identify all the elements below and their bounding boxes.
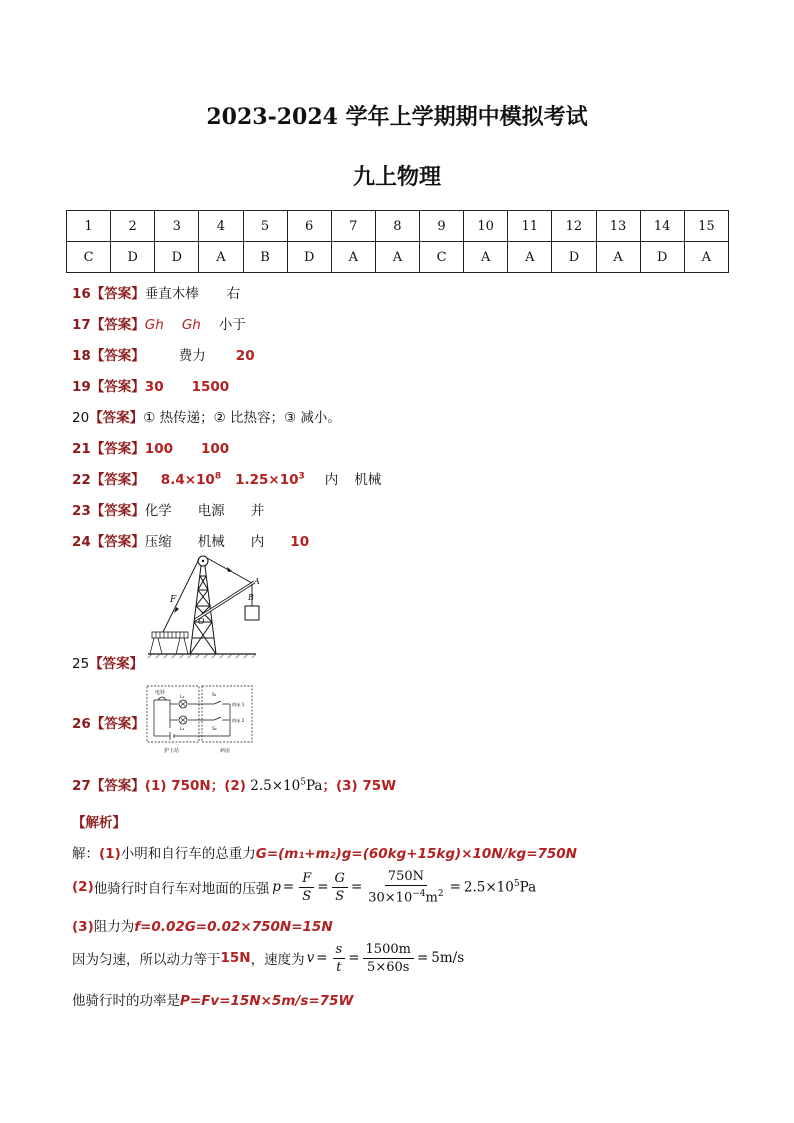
question-number-cell: 2 bbox=[111, 211, 155, 242]
question-number-cell: 9 bbox=[420, 211, 464, 242]
answer-line-18 bbox=[72, 344, 255, 364]
answer-tag: 【答案】 bbox=[90, 472, 145, 488]
crane-lever-diagram bbox=[146, 552, 258, 658]
ward-label: 病房 bbox=[220, 748, 231, 754]
choice-answer-table bbox=[66, 210, 729, 273]
question-number: 19 bbox=[72, 379, 91, 395]
answer-value: 费力 bbox=[178, 348, 206, 364]
force-label-f: F bbox=[170, 595, 177, 605]
answer-value: 并 bbox=[250, 503, 265, 519]
answer-tag: 【答案】 bbox=[90, 348, 145, 364]
question-number-cell: 1 bbox=[67, 211, 111, 242]
answer-value: 10 bbox=[290, 534, 310, 550]
question-number-cell: 14 bbox=[640, 211, 684, 242]
answer-value: 100 bbox=[200, 441, 230, 457]
bed-label-2: 病床 2 bbox=[232, 718, 245, 723]
answer-tag: 【答案】 bbox=[90, 441, 145, 457]
question-number: 27 bbox=[72, 778, 91, 794]
question-number-cell: 3 bbox=[155, 211, 199, 242]
page-subtitle: 九上物理 bbox=[352, 164, 441, 190]
answer-tag: 【答案】 bbox=[90, 534, 145, 550]
question-number-cell: 5 bbox=[243, 211, 287, 242]
question-number-cell: 10 bbox=[464, 211, 508, 242]
answer-tag: 【答案】 bbox=[89, 410, 144, 426]
answer-line-27 bbox=[72, 774, 396, 794]
analysis-line-2: (2) 他骑行时自行车对地面的压强 p = $\frac{F}{S}$ = $\frac{G}{S}$ = $\frac{750N}{30\times 10^{-4}m^2}$ = $2.5\times 10^5Pa$ bbox=[72, 868, 537, 906]
question-number-cell: 13 bbox=[596, 211, 640, 242]
bed-label-1: 病床 1 bbox=[232, 702, 245, 707]
lamp-label-l2: L₂ bbox=[180, 727, 185, 732]
question-number-cell: 8 bbox=[375, 211, 419, 242]
lamp-label-l1: L₁ bbox=[180, 695, 185, 700]
answer-tag: 【答案】 bbox=[90, 379, 145, 395]
question-number: 26 bbox=[72, 716, 91, 732]
answer-line-26 bbox=[72, 712, 145, 732]
analysis-line-1: 解：(1)小明和自行车的总重力G=(m₁+m₂)g=(60kg+15kg)×10N/kg=750N bbox=[72, 846, 577, 862]
point-label-b: B bbox=[248, 593, 254, 602]
answer-value: $8.4\times 10^8$ bbox=[160, 471, 222, 488]
answer-tag: 【答案】 bbox=[90, 716, 145, 732]
answer-value: 压缩 bbox=[144, 534, 172, 550]
fraction: $\frac{F}{S}$ bbox=[299, 871, 314, 904]
answer-tag: 【答案】 bbox=[90, 286, 145, 302]
formula: G=(m₁+m₂)g=(60kg+15kg)×10N/kg=750N bbox=[255, 846, 577, 862]
answer-cell: D bbox=[111, 242, 155, 273]
answer-line-20 bbox=[72, 406, 341, 426]
analysis-heading: 【解析】 bbox=[72, 815, 126, 831]
answer-line-23 bbox=[72, 499, 264, 519]
answer-value: Gh bbox=[181, 317, 201, 333]
question-number-cell: 11 bbox=[508, 211, 552, 242]
answer-value: 垂直木棒 bbox=[144, 286, 199, 302]
nurse-call-circuit-diagram bbox=[146, 684, 254, 756]
answer-cell: D bbox=[640, 242, 684, 273]
result: 5m/s bbox=[431, 950, 465, 966]
question-number: 25 bbox=[72, 656, 90, 672]
question-number: 18 bbox=[72, 348, 91, 364]
question-number: 20 bbox=[72, 410, 90, 426]
answer-value: $1.25\times 10^3$ bbox=[235, 471, 305, 488]
page-title: 2023-2024 学年上学期期中模拟考试 bbox=[206, 104, 588, 130]
answer-value: ；(3) 75W bbox=[322, 778, 397, 794]
answer-line-25 bbox=[72, 652, 143, 672]
answer-value: 1500 bbox=[191, 379, 230, 395]
question-number-cell: 12 bbox=[552, 211, 596, 242]
point-label-a: A bbox=[254, 577, 260, 586]
fraction: $\frac{1500m}{5\times 60s}$ bbox=[363, 942, 414, 975]
fraction: $\frac{s}{t}$ bbox=[333, 942, 346, 975]
analysis-line-3: (3)阻力为f=0.02G=0.02×750N=15N bbox=[72, 919, 333, 935]
answer-value: 内 bbox=[324, 472, 339, 488]
answer-line-22 bbox=[72, 468, 381, 488]
answer-row bbox=[67, 242, 729, 273]
answer-cell: A bbox=[464, 242, 508, 273]
answer-cell: A bbox=[331, 242, 375, 273]
formula: f=0.02G=0.02×750N=15N bbox=[134, 919, 333, 935]
question-number: 16 bbox=[72, 286, 91, 302]
answer-value: $2.5\times 10^5Pa$ bbox=[250, 777, 323, 794]
answer-value: Gh bbox=[144, 317, 164, 333]
answer-value: 30 bbox=[144, 379, 164, 395]
question-number: 24 bbox=[72, 534, 91, 550]
station-label: 护士站 bbox=[164, 748, 180, 754]
fraction: $\frac{750N}{30\times 10^{-4}m^2}$ bbox=[368, 868, 444, 906]
answer-cell: D bbox=[287, 242, 331, 273]
analysis-line-5: 他骑行时的功率是P=Fv=15N×5m/s=75W bbox=[72, 993, 354, 1009]
answer-tag: 【答案】 bbox=[90, 317, 145, 333]
question-number-cell: 4 bbox=[199, 211, 243, 242]
question-number: 22 bbox=[72, 472, 91, 488]
result: $2.5\times 10^5Pa$ bbox=[463, 878, 537, 896]
switch-label-s2: S₂ bbox=[212, 727, 217, 732]
answer-tag: 【答案】 bbox=[89, 656, 144, 672]
answer-value: 化学 bbox=[144, 503, 172, 519]
bell-label: 电铃 bbox=[155, 690, 166, 696]
answer-value: 电源 bbox=[197, 503, 225, 519]
answer-value: 右 bbox=[226, 286, 241, 302]
answer-line-17 bbox=[72, 313, 246, 333]
answer-cell: A bbox=[684, 242, 728, 273]
answer-cell: C bbox=[67, 242, 111, 273]
answer-cell: A bbox=[375, 242, 419, 273]
answer-line-24 bbox=[72, 530, 309, 550]
answer-cell: A bbox=[199, 242, 243, 273]
answer-line-16 bbox=[72, 282, 240, 302]
formula: P=Fv=15N×5m/s=75W bbox=[180, 993, 354, 1009]
question-number-cell: 15 bbox=[684, 211, 728, 242]
answer-value: 内 bbox=[250, 534, 265, 550]
question-number-row bbox=[67, 211, 729, 242]
answer-tag: 【答案】 bbox=[90, 778, 145, 794]
answer-cell: D bbox=[155, 242, 199, 273]
bell-icon bbox=[158, 697, 166, 700]
answer-cell: A bbox=[596, 242, 640, 273]
question-number-cell: 7 bbox=[331, 211, 375, 242]
answer-cell: D bbox=[552, 242, 596, 273]
pivot-label-o: O bbox=[198, 617, 205, 626]
question-number-cell: 6 bbox=[287, 211, 331, 242]
answer-value: (1) 750N；(2) bbox=[144, 778, 246, 794]
answer-value: 机械 bbox=[354, 472, 382, 488]
answer-line-21 bbox=[72, 437, 229, 457]
analysis-line-4: 因为匀速，所以动力等于 15N ，速度为 v = $\frac{s}{t}$ = $\frac{1500m}{5\times 60s}$ = 5m/s bbox=[72, 941, 465, 975]
answer-cell: B bbox=[243, 242, 287, 273]
answer-value: 20 bbox=[235, 348, 255, 364]
answer-value: ① 热传递；② 比热容；③ 减小。 bbox=[143, 410, 341, 426]
question-number: 21 bbox=[72, 441, 91, 457]
answer-line-19 bbox=[72, 375, 229, 395]
answer-tag: 【答案】 bbox=[90, 503, 145, 519]
answer-cell: C bbox=[420, 242, 464, 273]
switch-label-s1: S₁ bbox=[212, 693, 217, 698]
question-number: 23 bbox=[72, 503, 91, 519]
fraction: $\frac{G}{S}$ bbox=[332, 871, 348, 904]
question-number: 17 bbox=[72, 317, 91, 333]
answer-cell: A bbox=[508, 242, 552, 273]
answer-value: 机械 bbox=[197, 534, 225, 550]
answer-value: 小于 bbox=[218, 317, 246, 333]
answer-value: 100 bbox=[144, 441, 173, 457]
